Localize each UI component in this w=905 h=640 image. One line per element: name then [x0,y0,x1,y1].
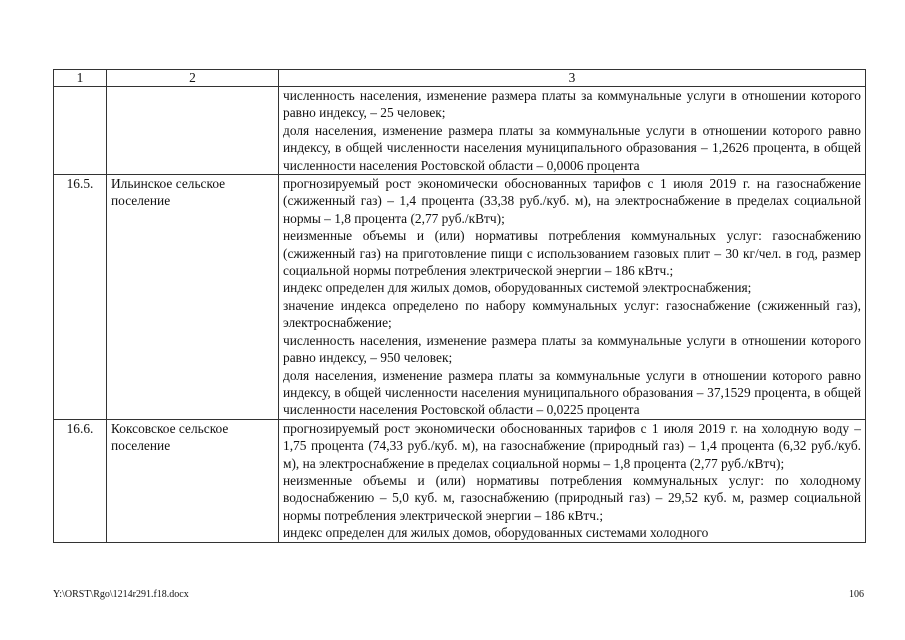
cell-num [54,87,107,175]
tariff-table [53,69,866,543]
paragraph: значение индекса определено по набору коммунальных услуг: газоснабжение (сжиженный газ), электроснабжение; [283,297,861,331]
paragraph: неизменные объемы и (или) нормативы потребления коммунальных услуг: по холодному водоснабжению – 5,0 куб. м, газоснабжению (природный газ) – 29,52 куб. м, размер социальной нормы потребления электрической энергии – 186 кВтч.; [283,472,861,523]
cell-text [279,87,866,175]
cell-text [279,175,866,420]
paragraph: неизменные объемы и (или) нормативы потребления коммунальных услуг: газоснабжению (сжиженный газ) на приготовление пищи с использованием газовых плит – 30 кг/чел. в год, размер социальной нормы потребления электрической энергии – 186 кВтч.; [283,228,861,279]
footer-page-number: 106 [849,589,864,600]
cell-text [279,419,866,542]
paragraph: прогнозируемый рост экономически обоснованных тарифов с 1 июля 2019 г. на газоснабжение (сжиженный газ) – 1,4 процента (33,38 руб./куб. м), на электроснабжение в пределах социальной нормы – 1,8 процента (2,77 руб./кВтч); [283,176,861,226]
footer-file-path: Y:\ORST\Rgo\1214r291.f18.docx [53,589,189,600]
cell-name [107,87,279,175]
paragraph: индекс определен для жилых домов, оборудованных системой электроснабжения; [283,280,752,296]
page-break-mask [0,574,905,582]
header-col-3: 3 [279,70,866,87]
header-col-2: 2 [107,70,279,87]
header-col-1: 1 [54,70,107,87]
table-row-16-6 [54,419,866,542]
table-row-16-5 [54,175,866,420]
paragraph: доля населения, изменение размера платы за коммунальные услуги в отношении которого равно индексу, в общей численности населения муниципального образования – 37,1529 процента, в общей численности населения Ростовской области – 0,0225 процента [283,367,861,418]
header-row [54,70,866,87]
cell-name: Ильинское сельское поселение [107,175,279,420]
paragraph: численность населения, изменение размера платы за коммунальные услуги в отношении которого равно индексу, – 25 человек; [283,88,861,121]
paragraph: доля населения, изменение размера платы за коммунальные услуги в отношении которого равно индексу, в общей численности населения муниципального образования – 1,2626 процента, в общей численности населения Ростовской области – 0,0006 процента [283,122,861,173]
cell-name: Коксовское сельское поселение [107,419,279,542]
paragraph: прогнозируемый рост экономически обоснованных тарифов с 1 июля 2019 г. на холодную воду – 1,75 процента (74,33 руб./куб. м), на газоснабжение (природный газ) – 1,4 процента (6,32 руб./куб. м), на электроснабжение в пределах социальной нормы – 1,8 процента (2,77 руб./кВтч); [283,420,861,471]
cell-num: 16.6. [54,419,107,542]
paragraph: численность населения, изменение размера платы за коммунальные услуги в отношении которого равно индексу, – 950 человек; [283,332,861,366]
paragraph: индекс определен для жилых домов, оборудованных системами холодного [283,525,709,541]
cell-num: 16.5. [54,175,107,420]
table-row-continuation [54,87,866,175]
